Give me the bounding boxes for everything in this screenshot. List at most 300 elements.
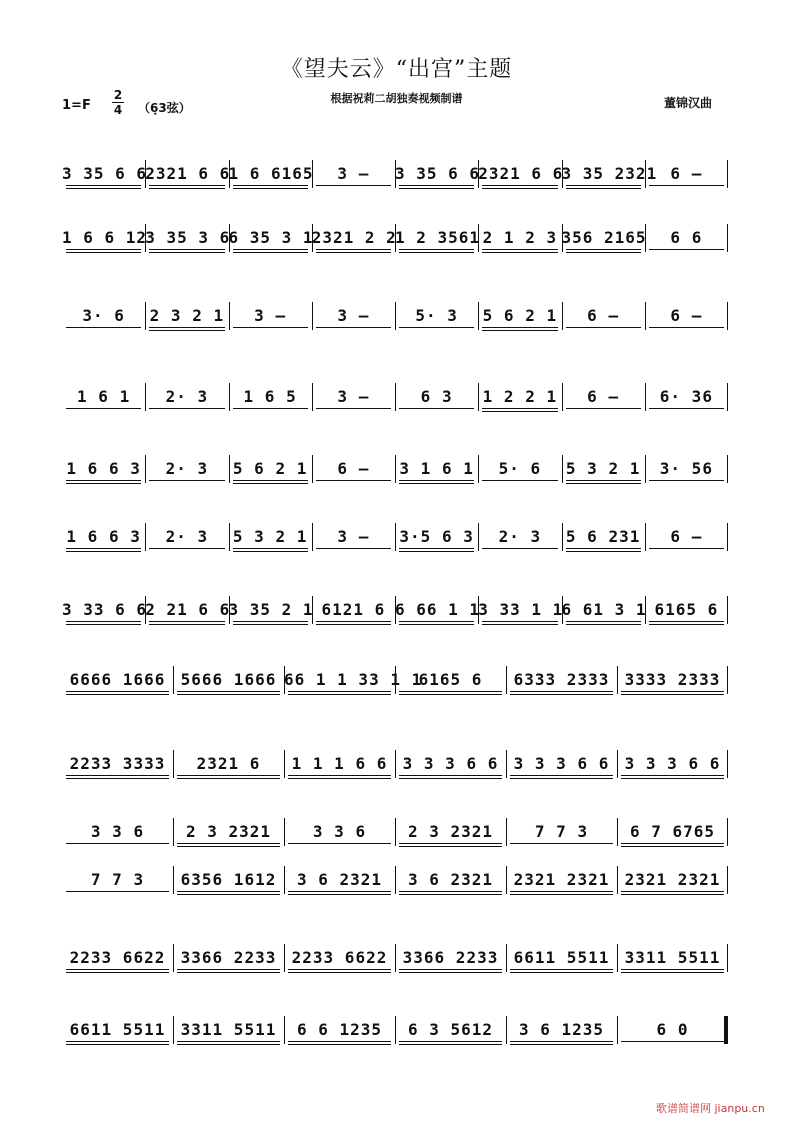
beam-line-second <box>233 624 308 625</box>
measure-notes: 6333 2333 <box>513 670 610 689</box>
beam-line-second <box>621 894 724 895</box>
measure-notes: 2· 3 <box>165 387 209 406</box>
measure <box>562 224 645 252</box>
measure-notes: 1 6 5 <box>243 387 297 406</box>
beam-line-second <box>233 252 308 253</box>
measure-notes: 2· 3 <box>165 527 209 546</box>
beam-line <box>149 327 224 328</box>
score-row <box>62 383 728 411</box>
measure-notes: 3· 6 <box>82 306 125 325</box>
barline <box>617 818 618 846</box>
barline <box>312 455 313 483</box>
beam-line <box>66 327 141 328</box>
barline <box>312 383 313 411</box>
barline <box>395 224 396 252</box>
measure <box>173 944 284 972</box>
beam-line-second <box>288 694 391 695</box>
score-row <box>62 666 728 694</box>
measure <box>395 523 478 551</box>
beam-line <box>649 621 724 622</box>
measure <box>284 866 395 894</box>
barline <box>395 944 396 972</box>
measure-notes: 6 3 5612 <box>407 1020 494 1039</box>
measure <box>478 160 564 188</box>
barline <box>312 160 313 188</box>
measure-notes: 6165 6 <box>418 670 483 689</box>
barline <box>727 302 728 330</box>
measure-notes: 2233 6622 <box>291 948 388 967</box>
beam-line-second <box>177 778 280 779</box>
beam-line-second <box>66 778 169 779</box>
barline <box>562 302 563 330</box>
beam-line-second <box>233 188 308 189</box>
beam-line <box>288 891 391 892</box>
barline <box>562 596 563 624</box>
beam-line-second <box>566 483 641 484</box>
measure-notes: 356 2165 <box>561 228 647 247</box>
beam-line <box>66 480 141 481</box>
measure <box>62 383 145 411</box>
measure <box>173 818 284 846</box>
measure <box>62 523 145 551</box>
measure-notes: 6 6 1235 <box>296 1020 383 1039</box>
measure <box>62 1016 173 1044</box>
measure-notes: 3 6 2321 <box>407 870 494 889</box>
measure-notes: 6611 5511 <box>69 1020 166 1039</box>
measure <box>312 383 395 411</box>
measure-notes: 3 35 2321 <box>561 164 658 183</box>
beam-line-second <box>482 624 557 625</box>
beam-line <box>566 185 641 186</box>
barline <box>173 818 174 846</box>
measure-notes: 5· 6 <box>498 459 542 478</box>
measure-notes: 3366 2233 <box>180 948 277 967</box>
beam-line-second <box>316 624 391 625</box>
beam-line-second <box>288 778 391 779</box>
barline <box>506 818 507 846</box>
beam-line <box>66 249 141 250</box>
barline <box>395 818 396 846</box>
beam-line-second <box>566 188 641 189</box>
barline <box>727 160 728 188</box>
measure <box>229 224 312 252</box>
measure-notes: 3 33 6 6 <box>62 600 148 619</box>
measure-notes: 3 3 6 <box>312 822 367 841</box>
barline <box>173 866 174 894</box>
time-signature-bottom: 4 <box>113 103 123 117</box>
beam-line <box>399 548 474 549</box>
measure-notes: 6666 1666 <box>69 670 166 689</box>
beam-line-second <box>399 846 502 847</box>
barline <box>395 866 396 894</box>
measure-notes: 2321 2321 <box>513 870 610 889</box>
beam-line <box>177 891 280 892</box>
barline <box>229 523 230 551</box>
measure <box>145 596 231 624</box>
beam-line <box>649 548 724 549</box>
beam-line-second <box>482 330 557 331</box>
measure <box>395 750 506 778</box>
score-row <box>62 596 728 624</box>
barline <box>645 455 646 483</box>
measure-notes: 3 – <box>337 306 370 325</box>
measure-notes: 6 – <box>587 387 620 406</box>
beam-line <box>177 1041 280 1042</box>
beam-line-second <box>66 694 169 695</box>
measure <box>145 224 231 252</box>
measure <box>173 666 284 694</box>
measure <box>284 750 395 778</box>
measure-notes: 66 1 1 33 1 1 <box>284 670 423 689</box>
measure-notes: 6121 6 <box>321 600 386 619</box>
beam-line-second <box>66 1044 169 1045</box>
measure-notes: 7 7 3 <box>90 870 145 889</box>
measure <box>145 302 228 330</box>
beam-line-second <box>177 846 280 847</box>
beam-line <box>66 1041 169 1042</box>
measure <box>62 944 173 972</box>
beam-line-second <box>66 551 141 552</box>
barline <box>562 455 563 483</box>
beam-line-second <box>149 188 224 189</box>
beam-line-second <box>288 1044 391 1045</box>
barline <box>395 160 396 188</box>
beam-line <box>399 185 474 186</box>
measure-notes: 3 35 3 6 <box>145 228 231 247</box>
measure-notes: 2 3 2 1 <box>149 306 225 325</box>
beam-line <box>399 480 474 481</box>
beam-line <box>66 621 141 622</box>
beam-line <box>288 1041 391 1042</box>
barline <box>229 455 230 483</box>
measure <box>312 160 395 188</box>
barline <box>229 383 230 411</box>
measure <box>312 302 395 330</box>
beam-line <box>621 843 724 844</box>
measure <box>645 224 728 252</box>
measure-notes: 6 – <box>670 306 703 325</box>
barline <box>727 224 728 252</box>
barline <box>617 666 618 694</box>
measure <box>62 224 148 252</box>
beam-line <box>566 548 641 549</box>
measure-notes: 1 6 1 <box>77 387 131 406</box>
beam-line <box>66 843 169 844</box>
beam-line-second <box>66 972 169 973</box>
beam-line <box>399 249 474 250</box>
barline <box>229 160 230 188</box>
measure-notes: 1 6 6 3 <box>66 459 141 478</box>
measure <box>395 302 478 330</box>
beam-line <box>399 621 474 622</box>
barline <box>562 523 563 551</box>
beam-line <box>288 691 391 692</box>
measure-notes: 6611 5511 <box>513 948 610 967</box>
score-row <box>62 160 728 188</box>
beam-line-second <box>177 694 280 695</box>
barline <box>478 160 479 188</box>
barline <box>145 523 146 551</box>
measure-notes: 2· 3 <box>498 527 542 546</box>
measure <box>145 455 228 483</box>
beam-line <box>510 1041 613 1042</box>
measure <box>645 455 728 483</box>
measure <box>173 866 284 894</box>
beam-line <box>482 249 557 250</box>
barline <box>478 383 479 411</box>
measure-notes: 1 2 3561 <box>395 228 481 247</box>
barline <box>506 750 507 778</box>
barline <box>145 224 146 252</box>
measure <box>478 523 561 551</box>
measure <box>62 666 173 694</box>
measure-notes: 6 66 1 1 <box>395 600 481 619</box>
barline <box>284 750 285 778</box>
beam-line-second <box>233 483 308 484</box>
beam-line <box>149 249 224 250</box>
beam-line <box>177 691 280 692</box>
barline <box>312 224 313 252</box>
beam-line-second <box>177 1044 280 1045</box>
barline <box>727 455 728 483</box>
measure <box>562 383 645 411</box>
barline <box>145 302 146 330</box>
measure <box>284 818 395 846</box>
beam-line <box>510 775 613 776</box>
barline <box>478 224 479 252</box>
beam-line-second <box>399 778 502 779</box>
beam-line <box>233 548 308 549</box>
beam-line <box>149 480 224 481</box>
beam-line <box>66 691 169 692</box>
measure-notes: 6 61 3 1 <box>561 600 647 619</box>
measure <box>145 160 231 188</box>
barline <box>284 1016 285 1044</box>
measure <box>506 666 617 694</box>
beam-line <box>621 1041 724 1042</box>
measure <box>478 224 561 252</box>
measure <box>395 596 481 624</box>
barline <box>395 666 396 694</box>
measure <box>395 818 506 846</box>
measure <box>62 596 148 624</box>
beam-line <box>399 969 502 970</box>
measure <box>145 523 228 551</box>
beam-line-second <box>566 624 641 625</box>
measure <box>617 866 728 894</box>
beam-line <box>482 185 557 186</box>
measure-notes: 2233 3333 <box>69 754 166 773</box>
measure <box>62 455 145 483</box>
measure-notes: 2· 3 <box>165 459 209 478</box>
measure-notes: 3 3 3 6 6 <box>624 754 721 773</box>
beam-line <box>316 548 391 549</box>
beam-line-second <box>66 188 141 189</box>
measure-notes: 3 – <box>337 164 370 183</box>
beam-line <box>566 621 641 622</box>
beam-line <box>399 1041 502 1042</box>
beam-line <box>177 775 280 776</box>
beam-line <box>566 408 641 409</box>
beam-line <box>66 969 169 970</box>
barline <box>284 944 285 972</box>
beam-line <box>316 408 391 409</box>
beam-line <box>233 480 308 481</box>
measure <box>562 523 645 551</box>
beam-line <box>566 480 641 481</box>
beam-line <box>66 408 141 409</box>
barline <box>727 944 728 972</box>
beam-line-second <box>399 894 502 895</box>
score-row <box>62 1016 728 1044</box>
beam-line <box>316 480 391 481</box>
beam-line-second <box>288 894 391 895</box>
measure <box>645 523 728 551</box>
barline <box>562 224 563 252</box>
measure <box>395 1016 506 1044</box>
beam-line-second <box>621 972 724 973</box>
beam-line <box>510 891 613 892</box>
measure <box>478 455 561 483</box>
measure <box>62 866 173 894</box>
measure-notes: 3 3 3 6 6 <box>402 754 499 773</box>
time-signature <box>112 88 124 117</box>
measure <box>173 750 284 778</box>
beam-line <box>649 408 724 409</box>
barline <box>395 750 396 778</box>
measure-notes: 3 6 1235 <box>518 1020 605 1039</box>
measure <box>229 455 312 483</box>
barline <box>173 1016 174 1044</box>
beam-line-second <box>621 694 724 695</box>
beam-line <box>399 408 474 409</box>
beam-line-second <box>621 846 724 847</box>
measure <box>395 666 506 694</box>
beam-line <box>66 891 169 892</box>
barline <box>145 455 146 483</box>
barline <box>562 160 563 188</box>
measure-notes: 3 – <box>337 387 370 406</box>
measure <box>617 750 728 778</box>
measure-notes: 3 35 6 6 <box>395 164 481 183</box>
barline <box>284 818 285 846</box>
time-signature-top: 2 <box>113 88 123 102</box>
beam-line <box>66 775 169 776</box>
measure-notes: 2321 2321 <box>624 870 721 889</box>
barline <box>645 224 646 252</box>
beam-line <box>288 969 391 970</box>
beam-line <box>233 185 308 186</box>
barline <box>645 302 646 330</box>
measure-notes: 1 6 6165 <box>228 164 314 183</box>
beam-line <box>482 327 557 328</box>
measure-notes: 5 6 231 <box>565 527 641 546</box>
barline <box>645 383 646 411</box>
beam-line <box>510 843 613 844</box>
measure-notes: 5 3 2 1 <box>565 459 641 478</box>
beam-line <box>621 691 724 692</box>
measure <box>506 818 617 846</box>
measure <box>562 302 645 330</box>
beam-line-second <box>66 483 141 484</box>
beam-line <box>510 691 613 692</box>
barline <box>727 523 728 551</box>
measure <box>506 1016 617 1044</box>
beam-line-second <box>482 252 557 253</box>
measure <box>506 866 617 894</box>
measure-notes: 3 6 2321 <box>296 870 383 889</box>
barline <box>645 160 646 188</box>
beam-line <box>482 621 557 622</box>
measure <box>395 160 481 188</box>
measure <box>62 818 173 846</box>
barline <box>173 944 174 972</box>
measure-notes: 3· 56 <box>659 459 713 478</box>
measure-notes: 3 35 6 6 <box>62 164 148 183</box>
barline <box>395 455 396 483</box>
measure-notes: 5· 3 <box>415 306 458 325</box>
beam-line-second <box>399 551 474 552</box>
barline <box>617 750 618 778</box>
measure <box>229 160 312 188</box>
score-row <box>62 302 728 330</box>
measure-notes: 3 3 6 <box>90 822 145 841</box>
beam-line-second <box>399 483 474 484</box>
beam-line <box>149 548 224 549</box>
measure <box>284 666 423 694</box>
measure <box>617 1016 728 1044</box>
beam-line <box>233 327 308 328</box>
measure-notes: 6165 6 <box>654 600 719 619</box>
measure-notes: 3 – <box>337 527 370 546</box>
measure-notes: 2 1 2 3 <box>482 228 558 247</box>
beam-line-second <box>399 972 502 973</box>
barline <box>395 383 396 411</box>
beam-line <box>566 249 641 250</box>
barline <box>562 383 563 411</box>
beam-line-second <box>399 188 474 189</box>
beam-line <box>66 548 141 549</box>
composer: 董锦汉曲 <box>664 96 713 110</box>
watermark: 歌谱简谱网 jianpu.cn <box>656 1102 765 1115</box>
measure <box>62 160 148 188</box>
measure <box>229 302 312 330</box>
beam-line <box>399 775 502 776</box>
beam-line <box>316 249 391 250</box>
measure-notes: 6 – <box>337 459 370 478</box>
measure <box>395 866 506 894</box>
beam-line-second <box>177 894 280 895</box>
beam-line-second <box>288 972 391 973</box>
measure-notes: 3 – <box>254 306 287 325</box>
barline <box>645 596 646 624</box>
score-row <box>62 224 728 252</box>
barline <box>727 866 728 894</box>
measure <box>478 596 564 624</box>
measure-notes: 2233 6622 <box>69 948 166 967</box>
measure-notes: 3 3 3 6 6 <box>513 754 610 773</box>
beam-line <box>233 621 308 622</box>
beam-line <box>399 843 502 844</box>
measure-notes: 2 21 6 6 <box>145 600 231 619</box>
measure-notes: 2321 6 6 <box>478 164 564 183</box>
barline <box>506 666 507 694</box>
measure-notes: 3 35 2 1 <box>228 600 314 619</box>
barline <box>727 666 728 694</box>
measure-notes: 5 6 2 1 <box>482 306 558 325</box>
measure-notes: 6 – <box>587 306 620 325</box>
measure-notes: 6 35 3 1 <box>228 228 314 247</box>
